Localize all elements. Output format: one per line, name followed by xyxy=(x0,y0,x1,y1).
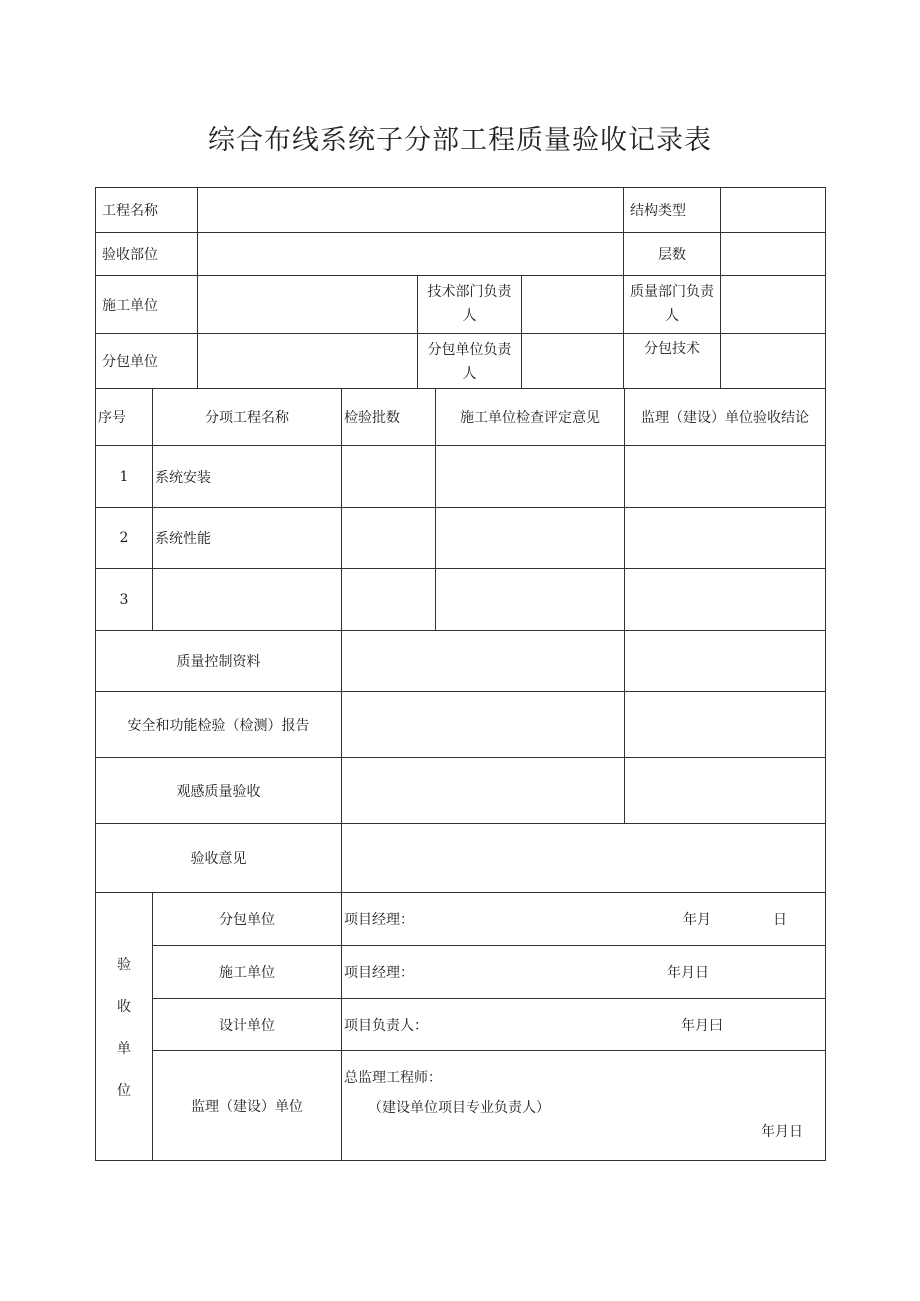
supervisor-unit-name: 监理（建设）单位 xyxy=(153,1051,342,1161)
table-row xyxy=(96,446,826,508)
subcontract-day: 日 xyxy=(773,912,787,928)
col-batch-count-header: 检验批数 xyxy=(342,389,436,446)
row-batch-count[interactable] xyxy=(342,569,436,631)
subcontract-head-label: 分包单位负责人 xyxy=(418,334,522,389)
col-seq-header: 序号 xyxy=(96,389,153,446)
row-contractor-opinion[interactable] xyxy=(436,569,625,631)
design-signature-cell[interactable] xyxy=(342,999,826,1051)
row-item-name xyxy=(153,569,342,631)
row-item-name: 系统安装 xyxy=(153,446,342,508)
construction-signature-cell[interactable] xyxy=(342,946,826,999)
subcontract-head-value[interactable] xyxy=(522,334,624,389)
acceptance-units-label xyxy=(96,893,153,1161)
design-unit-name: 设计单位 xyxy=(153,999,342,1051)
col-contractor-opinion-header: 施工单位检查评定意见 xyxy=(436,389,625,446)
appearance-label: 观感质量验收 xyxy=(96,758,342,824)
safety-report-label: 安全和功能检验（检测）报告 xyxy=(96,692,342,758)
table-row xyxy=(96,508,826,569)
row-supervisor-conclusion[interactable] xyxy=(625,446,826,508)
subcontract-tech-value[interactable] xyxy=(721,334,826,389)
structure-type-label: 结构类型 xyxy=(624,188,721,233)
floors-value[interactable] xyxy=(721,233,826,276)
quality-dept-head-label: 质量部门负责人 xyxy=(624,276,721,334)
acceptance-units-char: 位 xyxy=(117,1082,131,1099)
safety-report-conclusion[interactable] xyxy=(625,692,826,758)
col-supervisor-conclusion-header: 监理（建设）单位验收结论 xyxy=(625,389,826,446)
supervisor-date: 年月日 xyxy=(761,1124,803,1140)
tech-dept-head-value[interactable] xyxy=(522,276,624,334)
supervisor-role: 总监理工程师： xyxy=(344,1070,442,1086)
row-seq: 1 xyxy=(96,446,153,508)
construction-role: 项目经理： xyxy=(344,965,414,981)
acceptance-units-char: 验 xyxy=(117,956,131,973)
construction-date: 年月日 xyxy=(667,965,709,981)
row-batch-count[interactable] xyxy=(342,446,436,508)
row-contractor-opinion[interactable] xyxy=(436,446,625,508)
acceptance-part-value[interactable] xyxy=(198,233,624,276)
row-seq: 3 xyxy=(96,569,153,631)
acceptance-opinion-value[interactable] xyxy=(342,824,826,893)
construction-unit-value[interactable] xyxy=(198,276,418,334)
supervisor-role-alt: （建设单位项目专业负责人） xyxy=(368,1100,550,1116)
row-supervisor-conclusion[interactable] xyxy=(625,508,826,569)
acceptance-part-label: 验收部位 xyxy=(96,233,198,276)
row-supervisor-conclusion[interactable] xyxy=(625,569,826,631)
safety-report-value[interactable] xyxy=(342,692,625,758)
structure-type-value[interactable] xyxy=(721,188,826,233)
acceptance-units-char: 单 xyxy=(117,1040,131,1057)
subcontract-date: 年月 xyxy=(683,912,711,928)
project-name-value[interactable] xyxy=(198,188,624,233)
table-row xyxy=(96,569,826,631)
row-batch-count[interactable] xyxy=(342,508,436,569)
subcontract-unit-label: 分包单位 xyxy=(96,334,198,389)
quality-dept-head-value[interactable] xyxy=(721,276,826,334)
row-seq: 2 xyxy=(96,508,153,569)
subcontract-tech-label: 分包技术 xyxy=(624,334,721,389)
row-contractor-opinion[interactable] xyxy=(436,508,625,569)
subcontract-unit-value[interactable] xyxy=(198,334,418,389)
acceptance-opinion-label: 验收意见 xyxy=(96,824,342,893)
header-info-table xyxy=(95,187,826,389)
project-name-label: 工程名称 xyxy=(96,188,198,233)
page-title: 综合布线系统子分部工程质量验收记录表 xyxy=(208,125,712,156)
row-item-name: 系统性能 xyxy=(153,508,342,569)
appearance-value[interactable] xyxy=(342,758,625,824)
design-role: 项目负责人： xyxy=(344,1017,428,1034)
appearance-conclusion[interactable] xyxy=(625,758,826,824)
subcontract-role: 项目经理： xyxy=(344,912,414,928)
floors-label: 层数 xyxy=(624,233,721,276)
design-date: 年月曰 xyxy=(681,1017,723,1034)
quality-control-value[interactable] xyxy=(342,631,625,692)
items-table xyxy=(95,388,826,1161)
subcontract-unit-name: 分包单位 xyxy=(153,893,342,946)
acceptance-units-char: 收 xyxy=(117,998,131,1015)
quality-control-conclusion[interactable] xyxy=(625,631,826,692)
supervisor-signature-cell[interactable] xyxy=(342,1051,826,1161)
construction-unit-label: 施工单位 xyxy=(96,276,198,334)
col-item-name-header: 分项工程名称 xyxy=(153,389,342,446)
quality-control-label: 质量控制资料 xyxy=(96,631,342,692)
subcontract-signature-cell[interactable] xyxy=(342,893,826,946)
tech-dept-head-label: 技术部门负责人 xyxy=(418,276,522,334)
construction-unit-name: 施工单位 xyxy=(153,946,342,999)
